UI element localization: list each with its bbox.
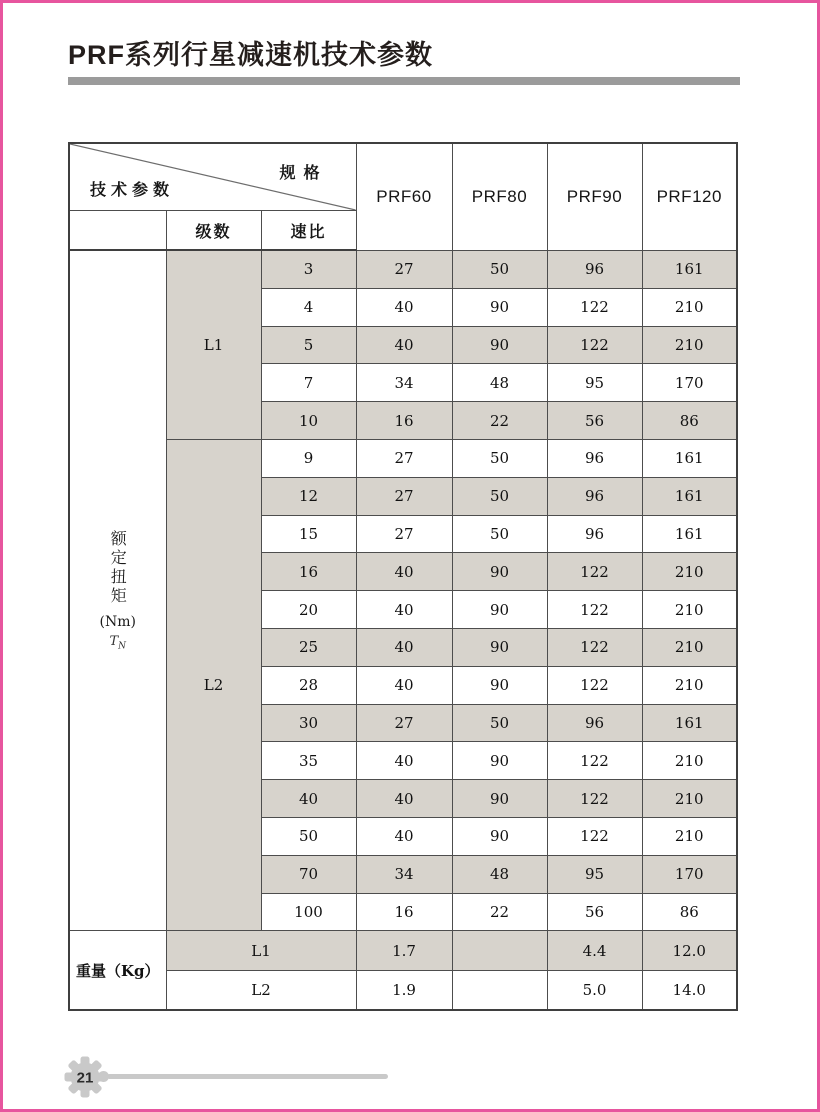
value-cell: 40 [356,553,452,591]
weight-group-l1: L1 [166,931,356,971]
ratio-cell: 70 [261,855,356,893]
ratio-cell: 28 [261,666,356,704]
torque-symbol: $T_N$ [109,633,127,652]
value-cell: 16 [356,402,452,440]
value-cell: 170 [642,855,737,893]
value-cell: 95 [547,855,642,893]
value-cell: 210 [642,553,737,591]
ratio-cell: 40 [261,780,356,818]
value-cell: 40 [356,591,452,629]
weight-row [69,931,737,971]
ratio-cell: 3 [261,250,356,288]
spec-table [68,142,738,1011]
value-cell: 122 [547,553,642,591]
value-cell: 40 [356,628,452,666]
value-cell: 210 [642,817,737,855]
header-row [69,143,737,211]
ratio-cell: 12 [261,477,356,515]
ratio-cell: 30 [261,704,356,742]
value-cell: 27 [356,250,452,288]
stage-group-l2: L2 [166,439,261,930]
value-cell: 34 [356,855,452,893]
value-cell: 210 [642,591,737,629]
value-cell: 27 [356,704,452,742]
torque-row-label [69,250,166,931]
weight-row [69,971,737,1011]
value-cell: 210 [642,288,737,326]
ratio-cell: 35 [261,742,356,780]
col-header-prf90: PRF90 [547,143,642,250]
footer-rule-line [107,1074,388,1079]
value-cell: 210 [642,780,737,818]
diagonal-header-cell [69,143,356,211]
value-cell: 1.7 [356,931,452,971]
value-cell: 122 [547,326,642,364]
value-cell: 40 [356,742,452,780]
value-cell: 56 [547,402,642,440]
value-cell: 27 [356,515,452,553]
value-cell: 122 [547,288,642,326]
value-cell: 56 [547,893,642,931]
value-cell: 96 [547,439,642,477]
page-number: 21 [76,1069,94,1087]
value-cell: 48 [452,364,547,402]
ratio-cell: 10 [261,402,356,440]
ratio-cell: 7 [261,364,356,402]
value-cell: 50 [452,439,547,477]
value-cell: 96 [547,515,642,553]
stage-group-l1: L1 [166,250,261,439]
value-cell: 170 [642,364,737,402]
ratio-cell: 20 [261,591,356,629]
value-cell: 50 [452,515,547,553]
subheader-ratio: 速比 [261,211,356,251]
value-cell: 40 [356,666,452,704]
value-cell: 161 [642,515,737,553]
value-cell: 5.0 [547,971,642,1011]
value-cell: 16 [356,893,452,931]
col-header-prf120: PRF120 [642,143,737,250]
ratio-cell: 25 [261,628,356,666]
weight-group-l2: L2 [166,971,356,1011]
col-header-prf80: PRF80 [452,143,547,250]
ratio-cell: 16 [261,553,356,591]
value-cell: 14.0 [642,971,737,1011]
value-cell: 22 [452,893,547,931]
value-cell: 90 [452,666,547,704]
value-cell: 40 [356,817,452,855]
value-cell: 86 [642,893,737,931]
value-cell: 96 [547,477,642,515]
value-cell: 50 [452,704,547,742]
corner-label-params: 技术参数 [90,182,175,199]
gear-icon [63,1055,107,1099]
value-cell: 50 [452,477,547,515]
value-cell: 40 [356,288,452,326]
value-cell: 27 [356,439,452,477]
value-cell: 90 [452,326,547,364]
value-cell: 96 [547,250,642,288]
value-cell: 161 [642,477,737,515]
value-cell: 4.4 [547,931,642,971]
value-cell: 12.0 [642,931,737,971]
value-cell: 90 [452,742,547,780]
value-cell [452,971,547,1011]
subheader-stage: 级数 [166,211,261,251]
ratio-cell: 9 [261,439,356,477]
value-cell: 40 [356,780,452,818]
table-row [69,439,737,477]
value-cell: 50 [452,250,547,288]
corner-label-spec: 规格 [279,165,328,182]
weight-row-label: 重量（Kg） [69,931,166,1011]
value-cell: 34 [356,364,452,402]
value-cell: 122 [547,817,642,855]
value-cell: 90 [452,817,547,855]
ratio-cell: 5 [261,326,356,364]
value-cell: 210 [642,326,737,364]
table-row [69,250,737,288]
torque-unit: (Nm) [99,613,136,630]
value-cell: 122 [547,780,642,818]
value-cell: 96 [547,704,642,742]
value-cell: 90 [452,553,547,591]
value-cell: 90 [452,591,547,629]
subheader-empty-cell [69,211,166,251]
ratio-cell: 4 [261,288,356,326]
value-cell: 90 [452,288,547,326]
title-underline-bar [68,77,740,85]
ratio-cell: 50 [261,817,356,855]
torque-vertical-text: 额定扭矩 [108,529,128,606]
value-cell: 122 [547,742,642,780]
col-header-prf60: PRF60 [356,143,452,250]
value-cell: 161 [642,439,737,477]
value-cell: 22 [452,402,547,440]
value-cell: 90 [452,780,547,818]
value-cell: 90 [452,628,547,666]
value-cell [452,931,547,971]
value-cell: 161 [642,250,737,288]
value-cell: 210 [642,742,737,780]
value-cell: 86 [642,402,737,440]
page-title: PRF系列行星减速机技术参数 [68,40,433,70]
value-cell: 210 [642,666,737,704]
value-cell: 122 [547,591,642,629]
value-cell: 48 [452,855,547,893]
value-cell: 40 [356,326,452,364]
value-cell: 122 [547,666,642,704]
value-cell: 122 [547,628,642,666]
ratio-cell: 100 [261,893,356,931]
value-cell: 210 [642,628,737,666]
value-cell: 95 [547,364,642,402]
ratio-cell: 15 [261,515,356,553]
value-cell: 27 [356,477,452,515]
value-cell: 161 [642,704,737,742]
value-cell: 1.9 [356,971,452,1011]
